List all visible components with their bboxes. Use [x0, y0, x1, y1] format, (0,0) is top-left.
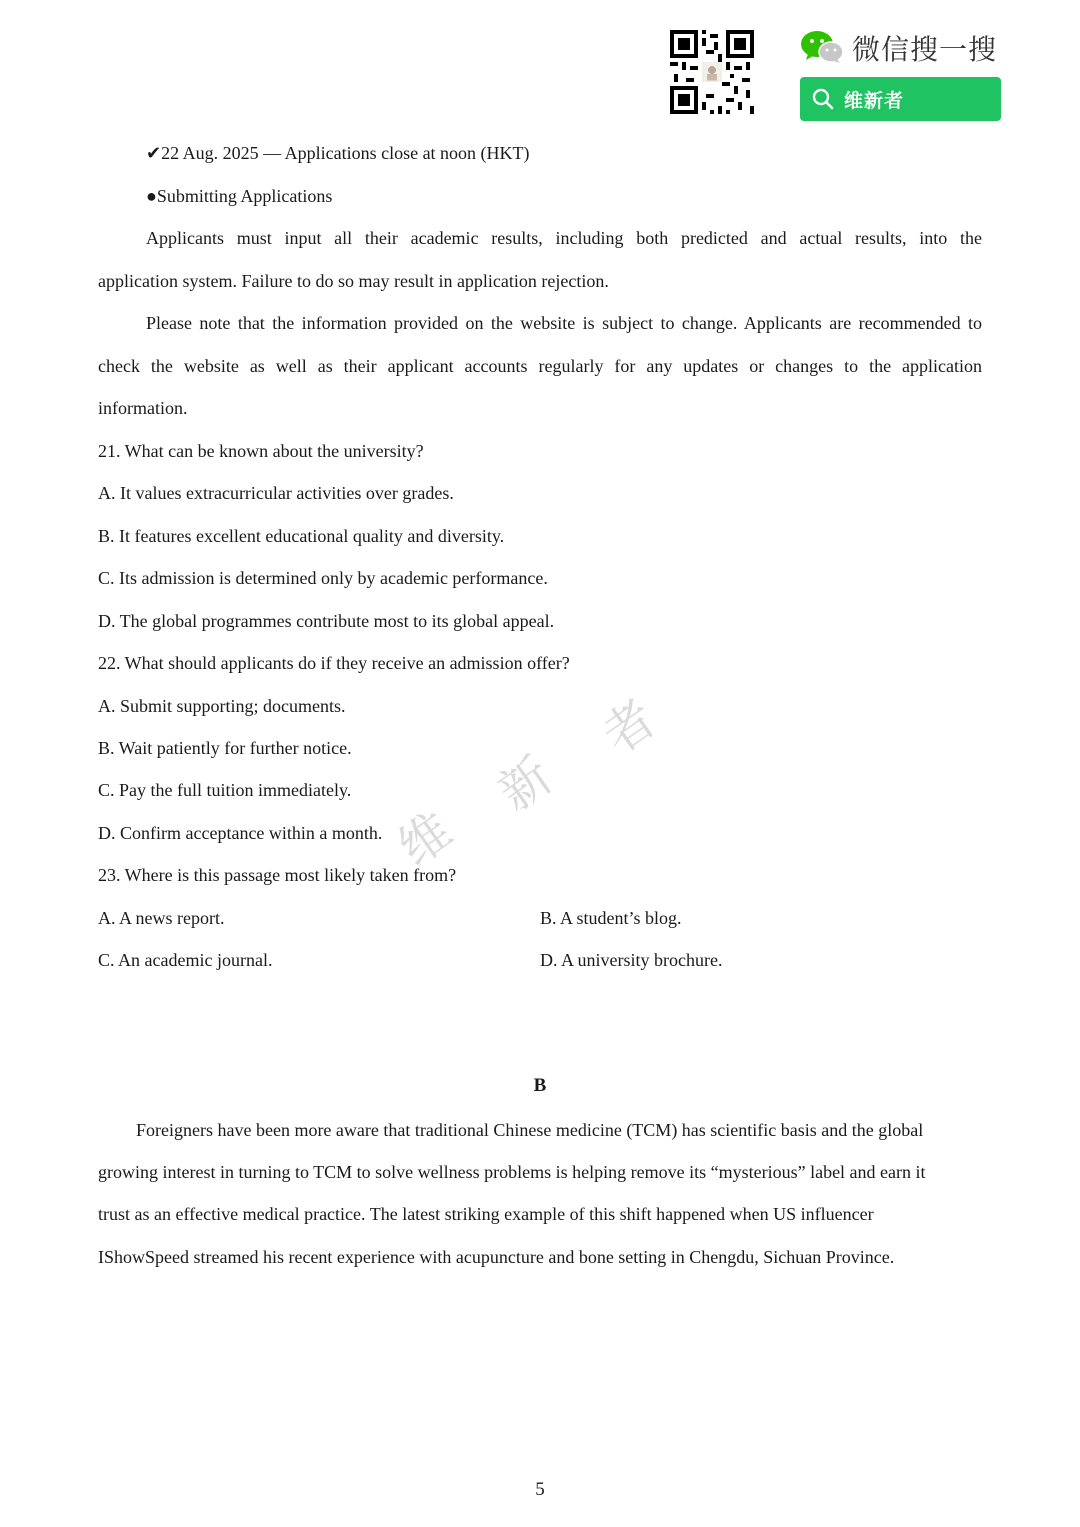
answer-option: C. Pay the full tuition immediately. [98, 780, 352, 800]
watermark-char: 新 [488, 746, 563, 823]
wechat-search-button[interactable] [800, 77, 1001, 121]
question-stem: 23. Where is this passage most likely taken from? [98, 865, 457, 885]
answer-option: A. It values extracurricular activities over grades. [98, 483, 454, 503]
answer-option: A. A news report. [98, 908, 225, 928]
search-button-label: 维新者 [844, 89, 905, 112]
answer-option: C. An academic journal. [98, 950, 273, 970]
search-icon [812, 88, 834, 110]
wechat-logo-icon [800, 30, 844, 64]
answer-option: B. It features excellent educational quality and diversity. [98, 526, 505, 546]
answer-option: A. Submit supporting; documents. [98, 696, 346, 716]
answer-option: D. The global programmes contribute most to its global appeal. [98, 611, 555, 631]
page-number: 5 [535, 1479, 545, 1500]
submitting-heading: ●Submitting Applications [146, 186, 333, 206]
section-heading: B [533, 1075, 547, 1096]
date-line: ✔22 Aug. 2025 — Applications close at noon (HKT) [146, 143, 530, 163]
question-stem: 21. What can be known about the university? [98, 441, 424, 461]
qr-code-icon[interactable] [670, 30, 754, 114]
watermark-char: 维 [388, 801, 463, 878]
watermark-char: 者 [592, 689, 667, 766]
paragraph-line: Please note that the information provided on the website is subject to change. Applicants are recommended to [146, 313, 982, 333]
passage-line: Foreigners have been more aware that traditional Chinese medicine (TCM) has scientific basis and the global [136, 1120, 924, 1140]
answer-option: C. Its admission is determined only by academic performance. [98, 568, 548, 588]
wechat-search-title: 微信搜一搜 [852, 33, 998, 66]
passage-line: IShowSpeed streamed his recent experience with acupuncture and bone setting in Chengdu, Sichuan Province. [98, 1247, 895, 1267]
passage-line: growing interest in turning to TCM to solve wellness problems is helping remove its “mysterious” label and earn it [98, 1162, 926, 1182]
answer-option: D. A university brochure. [540, 950, 723, 970]
answer-option: B. A student’s blog. [540, 908, 682, 928]
answer-option: B. Wait patiently for further notice. [98, 738, 352, 758]
paragraph-line: check the website as well as their applicant accounts regularly for any updates or changes to the application [98, 356, 982, 376]
passage-line: trust as an effective medical practice. The latest striking example of this shift happened when US influencer [98, 1204, 874, 1224]
question-stem: 22. What should applicants do if they receive an admission offer? [98, 653, 570, 673]
answer-option: D. Confirm acceptance within a month. [98, 823, 383, 843]
paragraph-line: application system. Failure to do so may result in application rejection. [98, 271, 609, 291]
paragraph-line: information. [98, 398, 188, 418]
paragraph-line: Applicants must input all their academic results, including both predicted and actual results, into the [146, 228, 982, 248]
